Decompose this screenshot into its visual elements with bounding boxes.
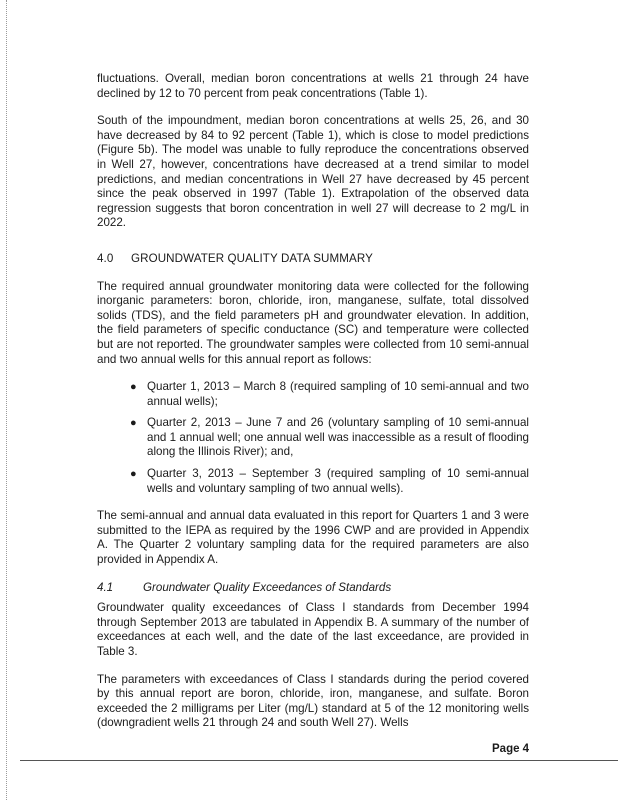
footer-divider: [20, 760, 618, 761]
paragraph-monitoring-intro: The required annual groundwater monitoring data were collected for the following inorganic parameters: boron, chloride, iron, manganese, sulfate, total dissolved solids (TDS), and the field parameters pH and groundwater elevation. In addition, the field parameters of specific conductance (SC) and temperature were collected but are not reported. The groundwater samples were collected from 10 semi-annual and two annual wells for this annual report as follows:: [97, 279, 529, 366]
sampling-quarters-list: [97, 380, 529, 496]
paragraph-appendix-a: The semi-annual and annual data evaluated in this report for Quarters 1 and 3 were submitted to the IEPA as required by the 1996 CWP and are provided in Appendix A. The Quarter 2 voluntary sampling data for the required parameters are also provided in Appendix A.: [97, 509, 529, 567]
bullet-icon: ●: [130, 417, 137, 430]
section-title: GROUNDWATER QUALITY DATA SUMMARY: [131, 251, 373, 265]
section-heading-4-0: [97, 252, 529, 267]
subsection-number: 4.1: [97, 580, 114, 594]
bullet-icon: ●: [130, 468, 137, 481]
subsection-heading-4-1: [97, 581, 529, 596]
section-number: 4.0: [97, 251, 114, 265]
page-number: Page 4: [492, 743, 530, 755]
paragraph-south-impoundment: South of the impoundment, median boron concentrations at wells 25, 26, and 30 have decreased by 84 to 92 percent (Table 1), which is close to model predictions (Figure 5b). The model was unable to fully reproduce the concentrations observed in Well 27, however, concentrations have decreased at a trend similar to model predictions, and median concentrations in Well 27 have decreased by 45 percent since the peak observed in 1997 (Table 1). Extrapolation of the observed data regression suggests that boron concentration in well 27 will decrease to 2 mg/L in 2022.: [97, 114, 529, 230]
bullet-icon: ●: [130, 381, 137, 394]
paragraph-boron-wells-21-24: fluctuations. Overall, median boron concentrations at wells 21 through 24 have declined by 12 to 70 percent from peak concentrations (Table 1).: [97, 72, 529, 100]
paragraph-exceedance-parameters: The parameters with exceedances of Class I standards during the period covered by this annual report are boron, chloride, iron, manganese, and sulfate. Boron exceeded the 2 milligrams per Liter (mg/L) standard at 5 of the 12 monitoring wells (downgradient wells 21 through 24 and south Well 27). Wells: [97, 672, 529, 730]
list-item: ● Quarter 1, 2013 – March 8 (required sampling of 10 semi-annual and two annual wells);: [130, 380, 529, 408]
body-text: [97, 72, 529, 744]
list-item: ● Quarter 3, 2013 – September 3 (required sampling of 10 semi-annual wells and voluntary sampling of two annual wells).: [130, 467, 529, 495]
scan-edge-marks: [6, 0, 15, 800]
paragraph-exceedances-summary: Groundwater quality exceedances of Class I standards from December 1994 through September 2013 are tabulated in Appendix B. A summary of the number of exceedances at each well, and the date of the last exceedance, are provided in Table 3.: [97, 601, 529, 658]
list-item: ● Quarter 2, 2013 – June 7 and 26 (voluntary sampling of 10 semi-annual and 1 annual well; one annual well was inaccessible as a result of flooding along the Illinois River); and,: [130, 416, 529, 459]
subsection-title: Groundwater Quality Exceedances of Standards: [143, 580, 392, 594]
